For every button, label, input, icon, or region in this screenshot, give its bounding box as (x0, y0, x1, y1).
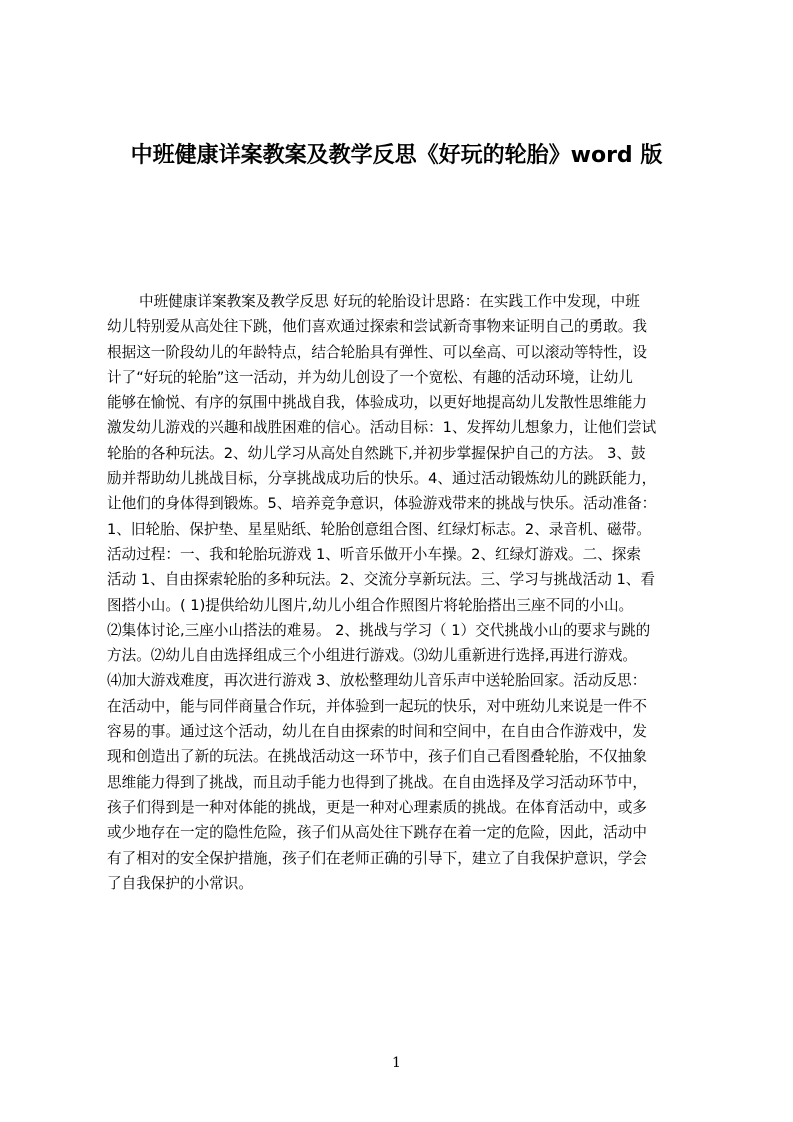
body-line: 方法。⑵幼儿自由选择组成三个小组进行游戏。⑶幼儿重新进行选择,再进行游戏。 (107, 647, 638, 665)
body-line: 思维能力得到了挑战，而且动手能力也得到了挑战。在自由选择及学习活动环节中， (107, 773, 647, 791)
body-line: ⑵集体讨论,三座小山搭法的难易。 2、挑战与学习（ 1）交代挑战小山的要求与跳的 (107, 621, 651, 639)
body-line: 激发幼儿游戏的兴趣和战胜困难的信心。活动目标：1、发挥幼儿想象力，让他们尝试 (107, 419, 657, 437)
body-line: 有了相对的安全保护措施，孩子们在老师正确的引导下，建立了自我保护意识，学会 (107, 849, 647, 867)
body-line: 能够在愉悦、有序的氛围中挑战自我，体验成功，以更好地提高幼儿发散性思维能力 (107, 394, 647, 412)
body-line: 活动过程：一、我和轮胎玩游戏 1、听音乐做开小车操。2、红绿灯游戏。二、探索 (107, 545, 641, 563)
document-title: 中班健康详案教案及教学反思《好玩的轮胎》word 版 (130, 143, 663, 168)
body-line: 现和创造出了新的玩法。在挑战活动这一环节中，孩子们自己看图叠轮胎，不仅抽象 (107, 748, 647, 766)
body-line: 幼儿特别爱从高处往下跳，他们喜欢通过探索和尝试新奇事物来证明自己的勇敢。我 (107, 318, 647, 336)
body-line: 在活动中，能与同伴商量合作玩，并体验到一起玩的快乐，对中班幼儿来说是一件不 (107, 697, 647, 715)
body-line: 孩子们得到是一种对体能的挑战，更是一种对心理素质的挑战。在体育活动中，或多 (107, 798, 647, 816)
body-line: 活动 1、自由探索轮胎的多种玩法。2、交流分享新玩法。三、学习与挑战活动 1、看 (107, 571, 655, 589)
body-line: 图搭小山。( 1)提供给幼儿图片,幼儿小组合作照图片将轮胎搭出三座不同的小山。 (107, 596, 634, 614)
document-body (107, 289, 699, 896)
body-line: 了自我保护的小常识。 (107, 874, 253, 892)
body-line: 或少地存在一定的隐性危险，孩子们从高处往下跳存在着一定的危险，因此，活动中 (107, 824, 647, 842)
body-line: 根据这一阶段幼儿的年龄特点，结合轮胎具有弹性、可以垒高、可以滚动等特性，设 (107, 343, 647, 361)
body-line: ⑷加大游戏难度，再次进行游戏 3、放松整理幼儿音乐声中送轮胎回家。活动反思： (107, 672, 647, 690)
body-line: 中班健康详案教案及教学反思 好玩的轮胎设计思路：在实践工作中发现，中班 (139, 293, 640, 310)
body-line: 计了“好玩的轮胎”这一活动，并为幼儿创设了一个宽松、有趣的活动环境，让幼儿 (107, 368, 633, 386)
body-line: 励并帮助幼儿挑战目标，分享挑战成功后的快乐。4、通过活动锻炼幼儿的跳跃能力， (107, 470, 657, 488)
page-number: 1 (392, 1055, 401, 1071)
body-line: 让他们的身体得到锻炼。5、培养竞争意识，体验游戏带来的挑战与快乐。活动准备： (107, 495, 657, 513)
body-line: 轮胎的各种玩法。2、幼儿学习从高处自然跳下,并初步掌握保护自己的方法。 3、鼓 (107, 444, 646, 462)
body-line: 1、旧轮胎、保护垫、星星贴纸、轮胎创意组合图、红绿灯标志。2、录音机、磁带。 (107, 520, 651, 538)
body-line: 容易的事。通过这个活动，幼儿在自由探索的时间和空间中，在自由合作游戏中，发 (107, 723, 647, 741)
